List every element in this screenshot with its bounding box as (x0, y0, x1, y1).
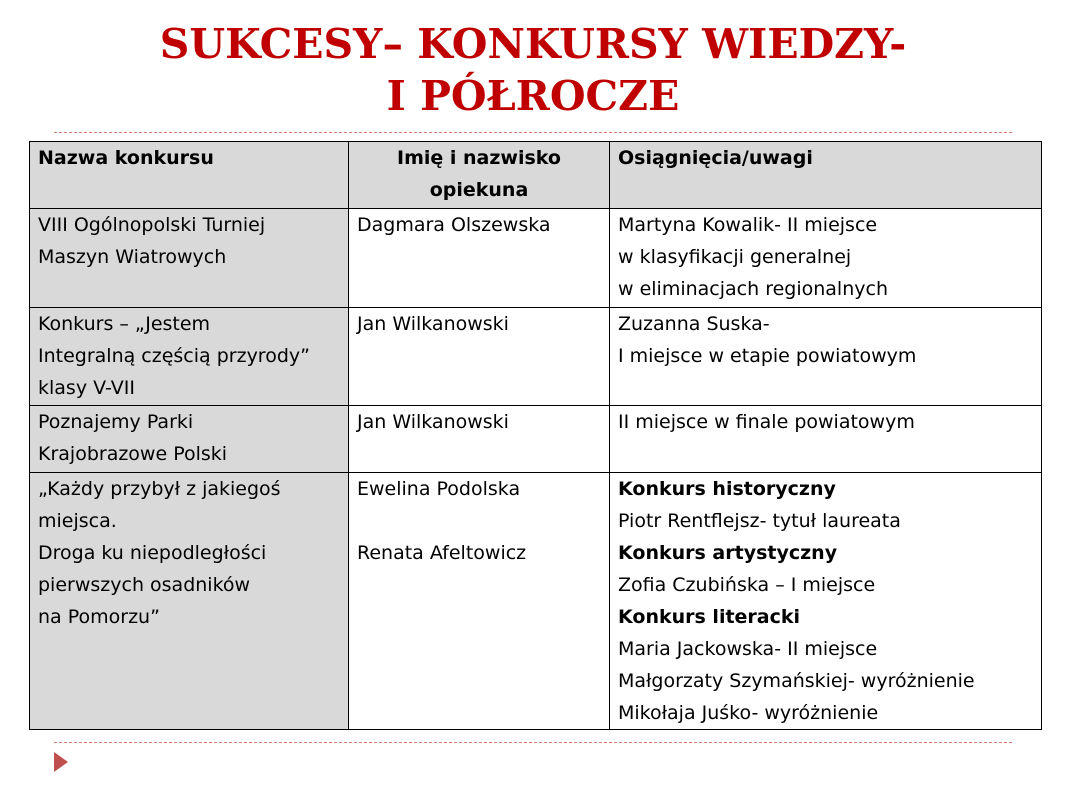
slide-title-line-1: SUKCESY– KONKURSY WIEDZY- (159, 20, 907, 68)
results-cell (610, 308, 1042, 406)
results-cell (610, 406, 1042, 473)
contest-table (29, 141, 1042, 730)
contest-name-line: Konkurs – „Jestem (38, 313, 211, 335)
contest-name-line: Krajobrazowe Polski (38, 443, 228, 465)
header-achievements: Osiągnięcia/uwagi (610, 142, 1042, 209)
teacher-cell (349, 473, 610, 730)
contest-name-line: Droga ku niepodległości (38, 542, 267, 564)
category-heading: Konkurs historyczny (618, 478, 836, 500)
contest-name-line: Integralną częścią przyrody” (38, 345, 310, 367)
header-contest-name: Nazwa konkursu (30, 142, 349, 209)
table-row (30, 473, 1042, 730)
teacher-name: Ewelina Podolska (357, 478, 521, 500)
teacher-name: Jan Wilkanowski (357, 411, 509, 433)
triangle-right-icon (54, 752, 68, 772)
contest-name-line: pierwszych osadników (38, 574, 251, 596)
category-heading: Konkurs literacki (618, 606, 801, 628)
teacher-name: Jan Wilkanowski (357, 313, 509, 335)
results-cell (610, 209, 1042, 308)
contest-name-cell (30, 308, 349, 406)
result-line: Zofia Czubińska – I miejsce (618, 574, 876, 596)
table-row (30, 209, 1042, 308)
result-line: Zuzanna Suska- (618, 313, 770, 335)
category-heading: Konkurs artystyczny (618, 542, 838, 564)
header-teacher-name-text: Imię i nazwisko opiekuna (397, 147, 561, 201)
contest-name-line: „Każdy przybył z jakiegoś (38, 478, 281, 500)
bottom-divider (54, 742, 1012, 743)
header-teacher-name (349, 142, 610, 209)
contest-name-line: na Pomorzu” (38, 606, 160, 628)
teacher-cell (349, 406, 610, 473)
result-line: w eliminacjach regionalnych (618, 278, 888, 300)
slide-title-line-2: I PÓŁROCZE (386, 72, 680, 120)
teacher-name: Renata Afeltowicz (357, 542, 527, 564)
contest-name-line: VIII Ogólnopolski Turniej (38, 214, 266, 236)
result-line: Mikołaja Juśko- wyróżnienie (618, 702, 879, 724)
teacher-cell (349, 209, 610, 308)
teacher-spacer (357, 505, 601, 537)
result-line: II miejsce w finale powiatowym (618, 411, 915, 433)
table-header-row (30, 142, 1042, 209)
teacher-cell (349, 308, 610, 406)
contest-name-cell (30, 473, 349, 730)
result-line: Piotr Rentflejsz- tytuł laureata (618, 510, 901, 532)
contest-name-line: klasy V-VII (38, 377, 135, 399)
result-line: Małgorzaty Szymańskiej- wyróżnienie (618, 670, 975, 692)
teacher-name: Dagmara Olszewska (357, 214, 551, 236)
results-cell (610, 473, 1042, 730)
contest-name-cell (30, 209, 349, 308)
contest-name-line: miejsca. (38, 510, 117, 532)
result-line: w klasyfikacji generalnej (618, 246, 852, 268)
result-line: Maria Jackowska- II miejsce (618, 638, 878, 660)
contest-name-cell (30, 406, 349, 473)
result-line: Martyna Kowalik- II miejsce (618, 214, 878, 236)
result-line: I miejsce w etapie powiatowym (618, 345, 917, 367)
table-row (30, 406, 1042, 473)
contest-name-line: Poznajemy Parki (38, 411, 194, 433)
table-row (30, 308, 1042, 406)
slide-title (0, 18, 1066, 122)
contest-name-line: Maszyn Wiatrowych (38, 246, 227, 268)
top-divider (54, 132, 1012, 133)
